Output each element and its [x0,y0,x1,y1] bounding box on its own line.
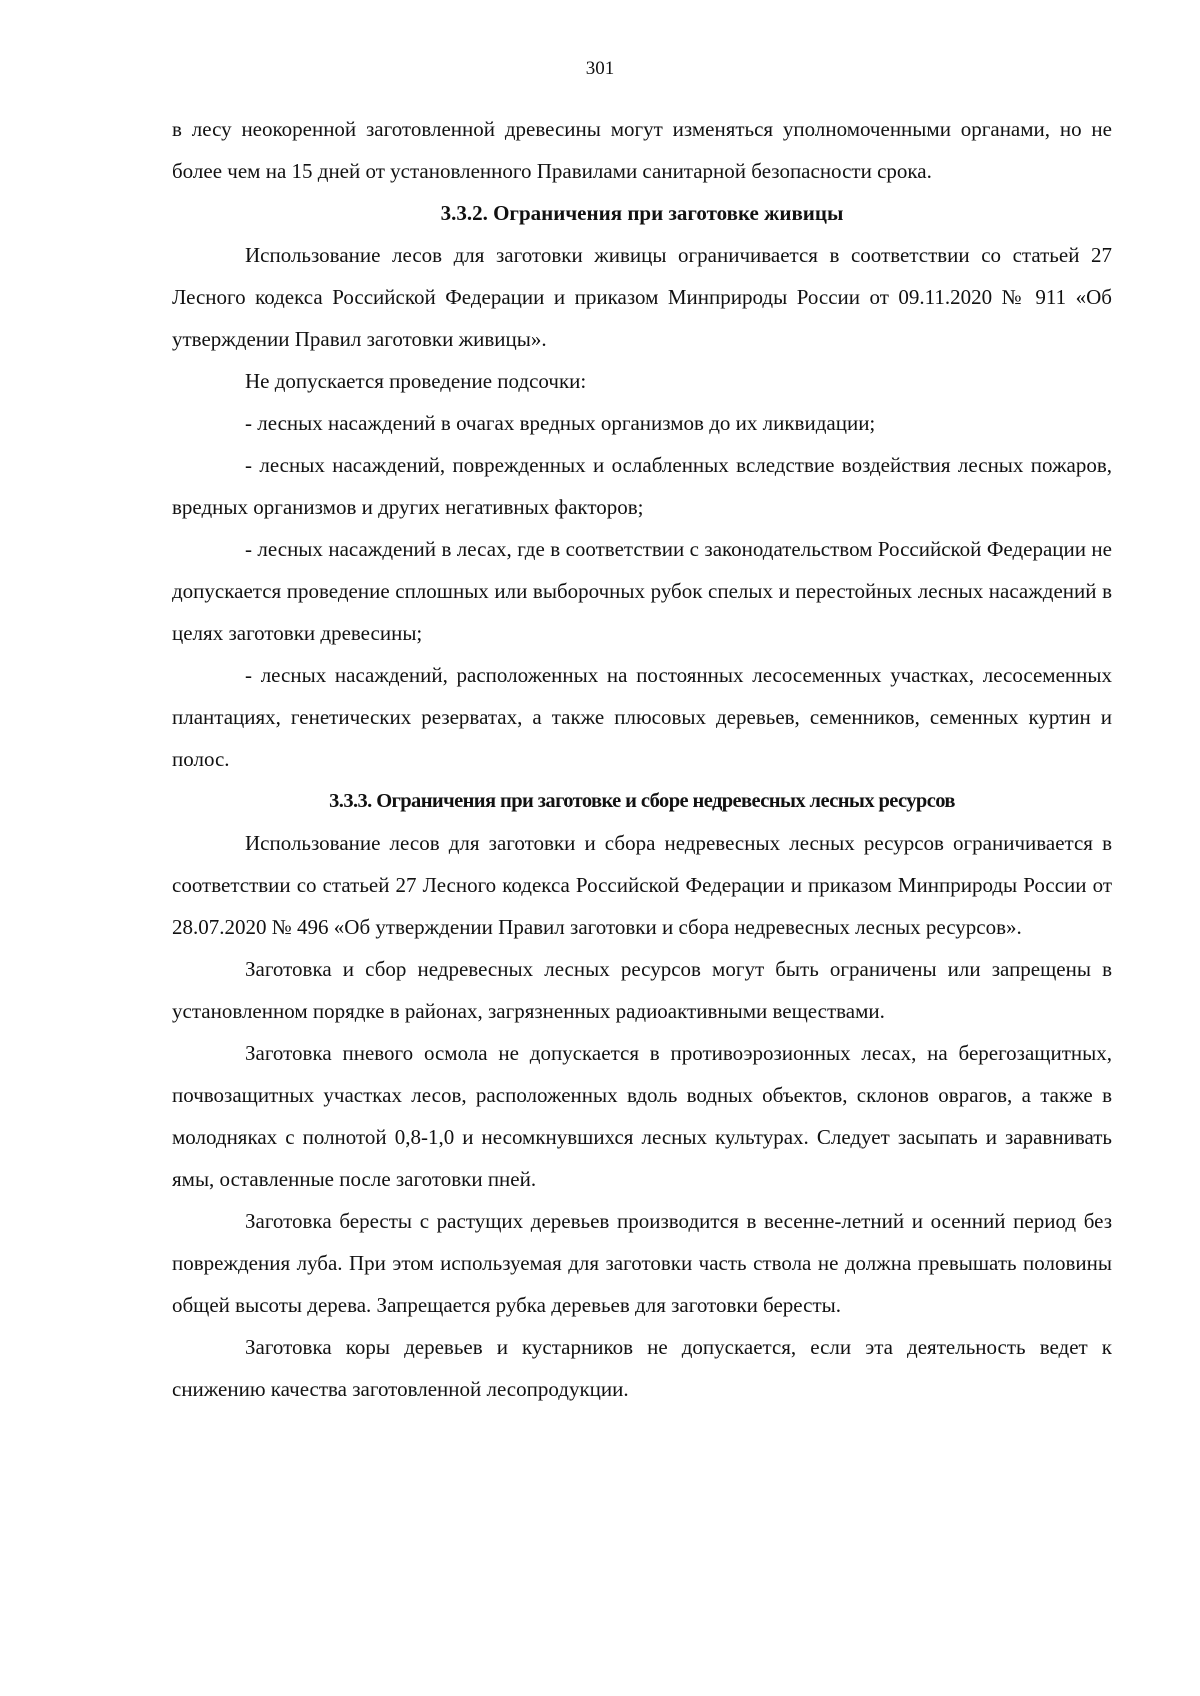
intro-paragraph: в лесу неокоренной заготовленной древесины могут изменяться уполномоченными органами, но не более чем на 15 дней от установленного Правилами санитарной безопасности срока. [172,117,1112,183]
paragraph: Заготовка пневого осмола не допускается в противоэрозионных лесах, на берегозащитных, почвозащитных участках лесов, расположенных вдоль водных объектов, склонов оврагов, а также в молодняках с полнотой 0,8-1,0 и несомкнувшихся лесных культурах. Следует засыпать и заравнивать ямы, оставленные после заготовки пней. [172,1041,1112,1191]
paragraph: Не допускается проведение подсочки: [245,369,587,393]
paragraph: Заготовка бересты с растущих деревьев производится в весенне-летний и осенний период без повреждения луба. При этом используемая для заготовки часть ствола не должна превышать половины общей высоты дерева. Запрещается рубка деревьев для заготовки бересты. [172,1209,1112,1317]
section-heading-3-3-2: 3.3.2. Ограничения при заготовке живицы [440,201,844,225]
list-item: - лесных насаждений, поврежденных и ослабленных вследствие воздействия лесных пожаров, вредных организмов и других негативных факторов; [172,453,1112,519]
paragraph: Использование лесов для заготовки живицы ограничивается в соответствии со статьей 27 Лесного кодекса Российской Федерации и приказом Минприроды России от 09.11.2020 № 911 «Об утверждении Правил заготовки живицы». [172,243,1112,351]
list-item: - лесных насаждений в очагах вредных организмов до их ликвидации; [245,411,876,435]
page-content [172,108,1112,1410]
list-item: - лесных насаждений в лесах, где в соответствии с законодательством Российской Федерации не допускается проведение сплошных или выборочных рубок спелых и перестойных лесных насаждений в целях заготовки древесины; [172,537,1112,645]
page-number: 301 [585,58,615,79]
list-item: - лесных насаждений, расположенных на постоянных лесосеменных участках, лесосеменных плантациях, генетических резерватах, а также плюсовых деревьев, семенников, семенных куртин и полос. [172,663,1112,771]
paragraph: Заготовка коры деревьев и кустарников не допускается, если эта деятельность ведет к снижению качества заготовленной лесопродукции. [172,1335,1112,1401]
section-heading-3-3-3: 3.3.3. Ограничения при заготовке и сборе недревесных лесных ресурсов [329,790,955,812]
paragraph: Заготовка и сбор недревесных лесных ресурсов могут быть ограничены или запрещены в установленном порядке в районах, загрязненных радиоактивными веществами. [172,957,1112,1023]
paragraph: Использование лесов для заготовки и сбора недревесных лесных ресурсов ограничивается в соответствии со статьей 27 Лесного кодекса Российской Федерации и приказом Минприроды России от 28.07.2020 № 496 «Об утверждении Правил заготовки и сбора недревесных лесных ресурсов». [172,831,1112,939]
